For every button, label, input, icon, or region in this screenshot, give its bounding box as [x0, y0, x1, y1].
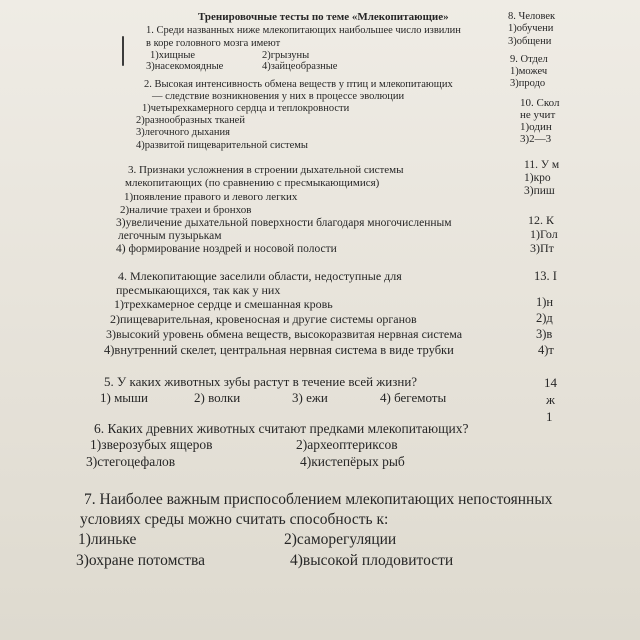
- q13-fragment-4: 3)в: [536, 327, 553, 341]
- q2-option-1: 1)четырехкамерного сердца и теплокровности: [142, 103, 350, 114]
- q13-fragment-2: 1)н: [536, 295, 554, 309]
- q9-fragment-1: 9. Отдел: [510, 54, 548, 65]
- q6-text: 6. Каких древних животных считают предками млекопитающих?: [94, 421, 469, 436]
- q8-fragment-2: 1)обучени: [508, 23, 554, 34]
- q1-text-line2: в коре головного мозга имеют: [146, 38, 281, 49]
- q4-option-1: 1)трехкамерное сердце и смешанная кровь: [114, 297, 333, 311]
- q5-option-2: 2) волки: [194, 390, 241, 405]
- q5-option-1: 1) мыши: [100, 390, 149, 405]
- q10-fragment-2: не учит: [520, 109, 556, 121]
- q11-fragment-1: 11. У м: [524, 159, 560, 171]
- q4-option-2: 2)пищеварительная, кровеносная и другие системы органов: [110, 312, 417, 326]
- q8-fragment-3: 3)общени: [508, 36, 552, 47]
- q10-fragment-4: 3)2—3: [520, 133, 552, 145]
- q1-text-line1: 1. Среди названных ниже млекопитающих наибольшее число извилин: [146, 25, 461, 36]
- q2-option-3: 3)легочного дыхания: [136, 127, 230, 138]
- q4-text-line1: 4. Млекопитающие заселили области, недоступные для: [118, 269, 402, 283]
- q2-text-line2: — следствие возникновения у них в процессе эволюции: [152, 91, 405, 102]
- q6-option-2: 2)археоптериксов: [296, 437, 398, 452]
- q3-option-2: 2)наличие трахеи и бронхов: [120, 204, 252, 216]
- pen-mark: [122, 36, 124, 66]
- q9-fragment-3: 3)продо: [510, 78, 546, 89]
- q7-text-line2: условиях среды можно считать способность к:: [80, 511, 389, 528]
- q2-text-line1: 2. Высокая интенсивность обмена веществ у птиц и млекопитающих: [144, 79, 453, 90]
- q13-fragment-3: 2)д: [536, 311, 553, 325]
- q1-option-4: 4)зайцеобразные: [262, 61, 338, 72]
- q6-option-1: 1)зверозубых ящеров: [90, 437, 213, 452]
- q14-fragment-1: 14: [544, 375, 557, 390]
- q12-fragment-3: 3)Пт: [530, 241, 554, 255]
- q5-text: 5. У каких животных зубы растут в течение всей жизни?: [104, 374, 418, 389]
- q3-option-3a: 3)увеличение дыхательной поверхности благодаря многочисленным: [116, 217, 452, 229]
- q2-option-4: 4)развитой пищеварительной системы: [136, 140, 308, 151]
- q7-option-2: 2)саморегуляции: [284, 531, 397, 548]
- q7-option-4: 4)высокой плодовитости: [290, 552, 454, 569]
- q13-fragment-5: 4)т: [538, 343, 554, 357]
- q12-fragment-2: 1)Гол: [530, 227, 558, 241]
- q1-option-2: 2)грызуны: [262, 50, 310, 61]
- q13-fragment-1: 13. I: [534, 269, 557, 283]
- q10-fragment-1: 10. Скол: [520, 97, 560, 109]
- q3-text-line1: 3. Признаки усложнения в строении дыхательной системы: [128, 164, 404, 176]
- q7-option-1: 1)линьке: [78, 531, 137, 548]
- q7-option-3: 3)охране потомства: [76, 552, 206, 569]
- q4-text-line2: пресмыкающихся, так как у них: [116, 283, 281, 297]
- q6-option-3: 3)стегоцефалов: [86, 454, 176, 469]
- q2-option-2: 2)разнообразных тканей: [136, 115, 245, 126]
- sheet-title: Тренировочные тесты по теме «Млекопитающие»: [198, 11, 449, 23]
- q14-fragment-2: ж: [546, 392, 555, 407]
- q8-fragment-1: 8. Человек: [508, 11, 556, 22]
- q6-option-4: 4)кистепёрых рыб: [300, 454, 405, 469]
- q14-fragment-3: 1: [546, 409, 553, 424]
- q10-fragment-3: 1)один: [520, 121, 552, 133]
- q3-option-4: 4) формирование ноздрей и носовой полости: [116, 243, 337, 255]
- q3-option-3b: легочным пузырькам: [118, 230, 222, 242]
- q5-option-3: 3) ежи: [292, 390, 328, 405]
- q3-option-1: 1)появление правого и левого легких: [124, 191, 298, 203]
- q9-fragment-2: 1)можеч: [510, 66, 548, 77]
- q3-text-line2: млекопитающих (по сравнению с пресмыкающимися): [125, 177, 380, 189]
- q4-option-3: 3)высокий уровень обмена веществ, высокоразвитая нервная система: [106, 327, 463, 341]
- q4-option-4: 4)внутренний скелет, центральная нервная система в виде трубки: [104, 343, 454, 357]
- q11-fragment-2: 1)кро: [524, 172, 551, 184]
- q5-option-4: 4) бегемоты: [380, 390, 447, 405]
- q11-fragment-3: 3)пиш: [524, 185, 555, 197]
- q12-fragment-1: 12. К: [528, 213, 555, 227]
- q7-text-line1: 7. Наиболее важным приспособлением млекопитающих непостоянных: [84, 491, 553, 508]
- q1-option-3: 3)насекомоядные: [146, 61, 224, 72]
- q1-option-1: 1)хищные: [150, 50, 196, 61]
